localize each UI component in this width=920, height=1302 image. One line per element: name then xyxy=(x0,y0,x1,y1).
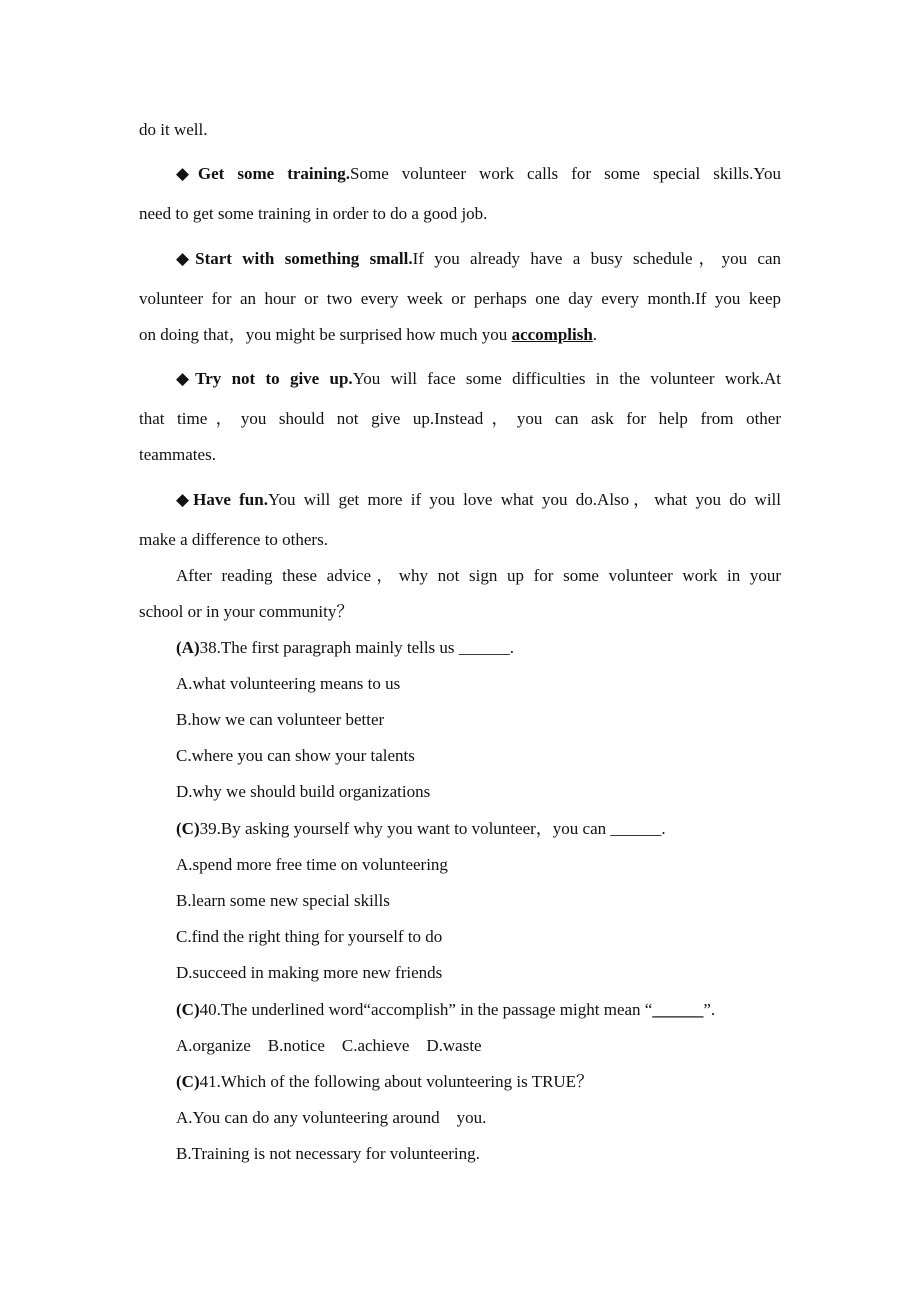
tip-title: Get some training. xyxy=(197,164,351,183)
tip-title: Have fun. xyxy=(193,490,268,509)
option-d xyxy=(176,781,430,803)
diamond-bullet-icon: ◆ xyxy=(176,490,194,509)
tip-text: make a difference to others. xyxy=(139,530,328,549)
tip-have-fun xyxy=(176,489,781,511)
tip-text: need to get some training in order to do a good job. xyxy=(139,204,488,223)
option-text: B.Training is not necessary for volunteering. xyxy=(176,1144,480,1163)
question-stem: ”. xyxy=(703,1000,716,1019)
diamond-bullet-icon: ◆ xyxy=(176,164,198,183)
tip-text: You will get more if you love what you do.Also，what you do will xyxy=(267,490,781,509)
tip-get-training xyxy=(176,163,781,185)
option-text: B.learn some new special skills xyxy=(176,891,390,910)
paragraph-line xyxy=(139,288,781,310)
options-line xyxy=(176,1035,482,1057)
question-stem: 39.By asking yourself why you want to volunteer，you can ______. xyxy=(199,819,666,838)
paragraph-line xyxy=(139,119,207,141)
tip-text: volunteer for an hour or two every week or perhaps one day every month.If you keep xyxy=(139,289,781,308)
question-38 xyxy=(176,637,514,659)
paragraph-line xyxy=(139,203,487,225)
option-text: C.where you can show your talents xyxy=(176,746,415,765)
option-b xyxy=(176,1143,480,1165)
option-a xyxy=(176,1107,486,1129)
text: school or in your community？ xyxy=(139,602,354,621)
question-stem: 41.Which of the following about volunteering is TRUE？ xyxy=(199,1072,594,1091)
question-41 xyxy=(176,1071,593,1093)
tip-title: Try not to give up. xyxy=(195,369,353,388)
closing-paragraph xyxy=(176,565,781,587)
option-a xyxy=(176,673,400,695)
option-b xyxy=(176,709,384,731)
answer-key: (C) xyxy=(176,1000,200,1019)
paragraph-line xyxy=(139,601,353,623)
tip-text: . xyxy=(592,325,598,344)
option-c xyxy=(176,745,415,767)
option-a xyxy=(176,854,448,876)
option-b xyxy=(176,890,390,912)
tip-text: You will face some difficulties in the volunteer work.At xyxy=(352,369,782,388)
option-text: B.how we can volunteer better xyxy=(176,710,385,729)
option-d xyxy=(176,962,442,984)
paragraph-line xyxy=(139,408,781,430)
tip-text: on doing that，you might be surprised how much you xyxy=(139,325,512,344)
tip-dont-give-up xyxy=(176,368,781,390)
answer-key: (C) xyxy=(176,1072,200,1091)
option-text: A.spend more free time on volunteering xyxy=(176,855,448,874)
tip-text: that time，you should not give up.Instead，you can ask for help from other xyxy=(139,409,781,428)
tip-text: If you already have a busy schedule，you can xyxy=(412,249,782,268)
diamond-bullet-icon: ◆ xyxy=(176,249,196,268)
text: After reading these advice，why not sign up for some volunteer work in your xyxy=(176,566,781,585)
option-text: D.succeed in making more new friends xyxy=(176,963,443,982)
tip-title: Start with something small. xyxy=(195,249,413,268)
underlined-word: accomplish xyxy=(511,325,593,344)
question-40 xyxy=(176,999,715,1021)
answer-key: (A) xyxy=(176,638,200,657)
answer-blank: ______ xyxy=(652,1000,704,1019)
option-text: A.You can do any volunteering around you. xyxy=(176,1108,487,1127)
paragraph-line xyxy=(139,324,597,346)
question-stem: 38.The first paragraph mainly tells us ______. xyxy=(199,638,515,657)
paragraph-line xyxy=(139,444,216,466)
option-text: A.what volunteering means to us xyxy=(176,674,401,693)
tip-text: teammates. xyxy=(139,445,216,464)
tip-start-small xyxy=(176,248,781,270)
option-text: A.organize B.notice C.achieve D.waste xyxy=(176,1036,482,1055)
question-39 xyxy=(176,818,666,840)
option-c xyxy=(176,926,442,948)
paragraph-line xyxy=(139,529,328,551)
option-text: D.why we should build organizations xyxy=(176,782,431,801)
question-stem: 40.The underlined word“accomplish” in the passage might mean “ xyxy=(199,1000,653,1019)
option-text: C.find the right thing for yourself to do xyxy=(176,927,443,946)
tip-text: Some volunteer work calls for some special skills.You xyxy=(350,164,781,183)
diamond-bullet-icon: ◆ xyxy=(176,369,196,388)
answer-key: (C) xyxy=(176,819,200,838)
text: do it well. xyxy=(139,120,208,139)
